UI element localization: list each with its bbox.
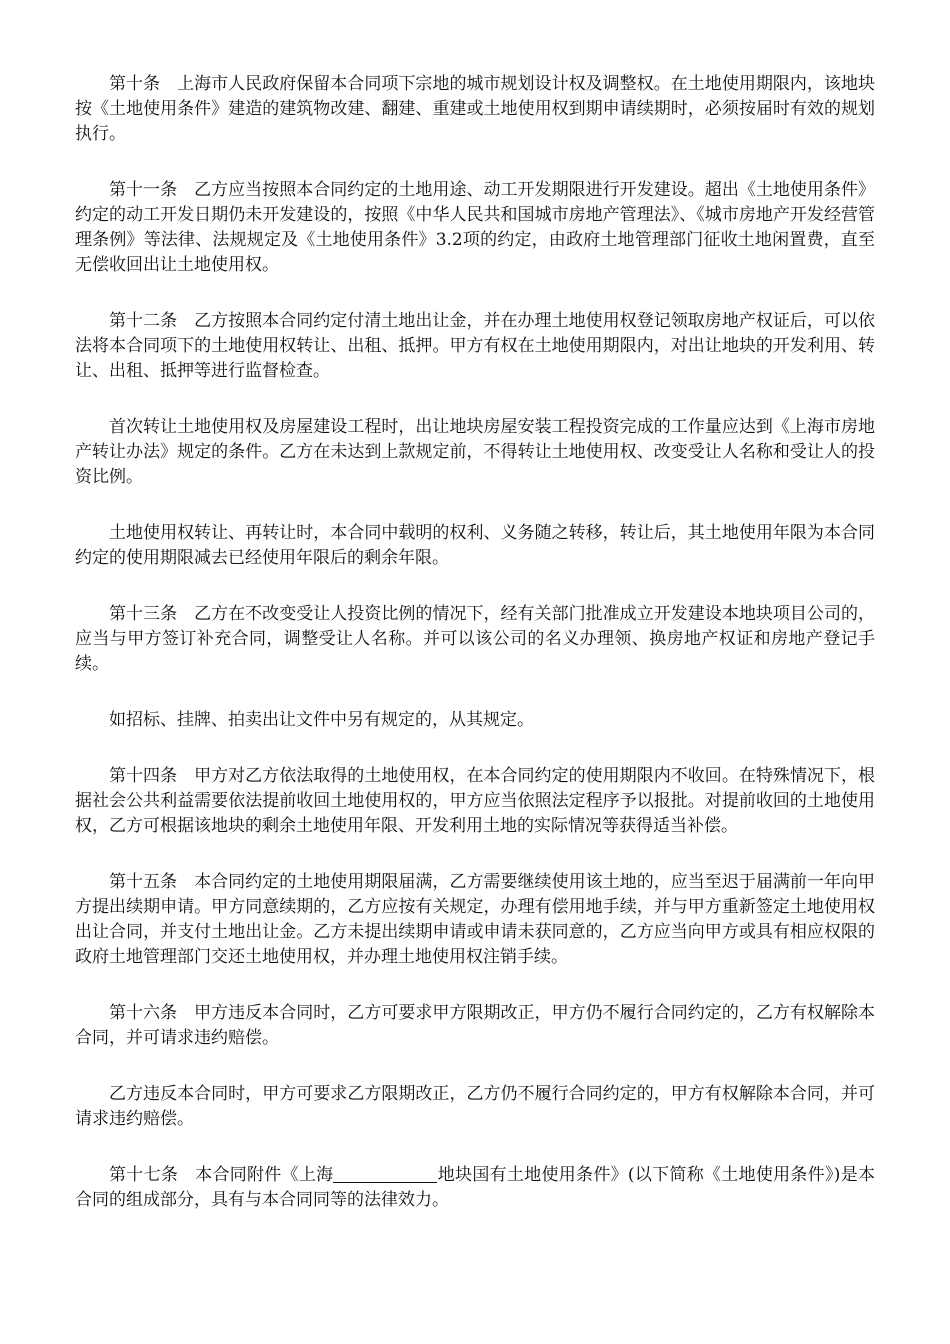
paragraph-text: 首次转让土地使用权及房屋建设工程时，出让地块房屋安装工程投资完成的工作量应达到《上海市房地产转让办法》规定的条件。乙方在未达到上款规定前，不得转让土地使用权、改变受让人名称和受让人的投资比例。 bbox=[75, 417, 875, 487]
article-text: 乙方应当按照本合同约定的土地用途、动工开发期限进行开发建设。超出《土地使用条件》约定的动工开发日期仍未开发建设的，按照《中华人民共和国城市房地产管理法》、《城市房地产开发经营管理条例》等法律、法规规定及《土地使用条件》3.2项的约定，由政府土地管理部门征收土地闲置费，直至无偿收回出让土地使用权。 bbox=[75, 180, 875, 275]
article-label: 第十三条 bbox=[109, 604, 178, 624]
article-16-clause-2 bbox=[75, 1082, 875, 1132]
fill-in-blank bbox=[333, 1164, 437, 1183]
article-text-before-blank: 本合同附件《上海 bbox=[195, 1165, 334, 1185]
article-12 bbox=[75, 309, 875, 384]
article-13 bbox=[75, 602, 875, 677]
article-text: 甲方对乙方依法取得的土地使用权，在本合同约定的使用期限内不收回。在特殊情况下，根据社会公共利益需要依法提前收回土地使用权的，甲方应当依照法定程序予以报批。对提前收回的土地使用权，乙方可根据该地块的剩余土地使用年限、开发利用土地的实际情况等获得适当补偿。 bbox=[75, 766, 875, 836]
article-label: 第十六条 bbox=[109, 1003, 178, 1023]
article-13-clause-2 bbox=[75, 708, 875, 733]
article-text: 甲方违反本合同时，乙方可要求甲方限期改正，甲方仍不履行合同约定的，乙方有权解除本合同，并可请求违约赔偿。 bbox=[75, 1003, 875, 1048]
paragraph-text: 如招标、挂牌、拍卖出让文件中另有规定的，从其规定。 bbox=[109, 710, 534, 730]
article-label: 第十二条 bbox=[109, 311, 178, 331]
paragraph-text: 乙方违反本合同时，甲方可要求乙方限期改正，乙方仍不履行合同约定的，甲方有权解除本合同，并可请求违约赔偿。 bbox=[75, 1084, 875, 1129]
article-14 bbox=[75, 764, 875, 839]
article-15 bbox=[75, 870, 875, 970]
article-label: 第十条 bbox=[109, 74, 161, 94]
article-10 bbox=[75, 72, 875, 147]
article-label: 第十七条 bbox=[109, 1165, 179, 1185]
article-label: 第十四条 bbox=[109, 766, 178, 786]
article-17 bbox=[75, 1163, 875, 1213]
paragraph-text: 土地使用权转让、再转让时，本合同中载明的权利、义务随之转移，转让后，其土地使用年限为本合同约定的使用期限减去已经使用年限后的剩余年限。 bbox=[75, 523, 875, 568]
article-label: 第十五条 bbox=[109, 872, 178, 892]
contract-page bbox=[75, 72, 875, 1244]
article-12-clause-3 bbox=[75, 521, 875, 571]
article-text: 本合同约定的土地使用期限届满，乙方需要继续使用该土地的，应当至迟于届满前一年向甲方提出续期申请。甲方同意续期的，乙方应按有关规定，办理有偿用地手续，并与甲方重新签定土地使用权出让合同，并支付土地出让金。乙方未提出续期申请或申请未获同意的，乙方应当向甲方或具有相应权限的政府土地管理部门交还土地使用权，并办理土地使用权注销手续。 bbox=[75, 872, 875, 967]
article-16 bbox=[75, 1001, 875, 1051]
article-11 bbox=[75, 178, 875, 278]
article-text: 乙方在不改变受让人投资比例的情况下，经有关部门批准成立开发建设本地块项目公司的，应当与甲方签订补充合同，调整受让人名称。并可以该公司的名义办理领、换房地产权证和房地产登记手续。 bbox=[75, 604, 875, 674]
article-text: 上海市人民政府保留本合同项下宗地的城市规划设计权及调整权。在土地使用期限内，该地块按《土地使用条件》建造的建筑物改建、翻建、重建或土地使用权到期申请续期时，必须按届时有效的规划执行。 bbox=[75, 74, 876, 144]
article-label: 第十一条 bbox=[109, 180, 178, 200]
article-12-clause-2 bbox=[75, 415, 875, 490]
article-text: 乙方按照本合同约定付清土地出让金，并在办理土地使用权登记领取房地产权证后，可以依法将本合同项下的土地使用权转让、出租、抵押。甲方有权在土地使用期限内，对出让地块的开发利用、转让、出租、抵押等进行监督检查。 bbox=[75, 311, 875, 381]
article-text-after-blank: 地块国有土地使用条件》(以下简称《土地使用条件》)是本合同的组成部分，具有与本合同同等的法律效力。 bbox=[75, 1165, 876, 1210]
